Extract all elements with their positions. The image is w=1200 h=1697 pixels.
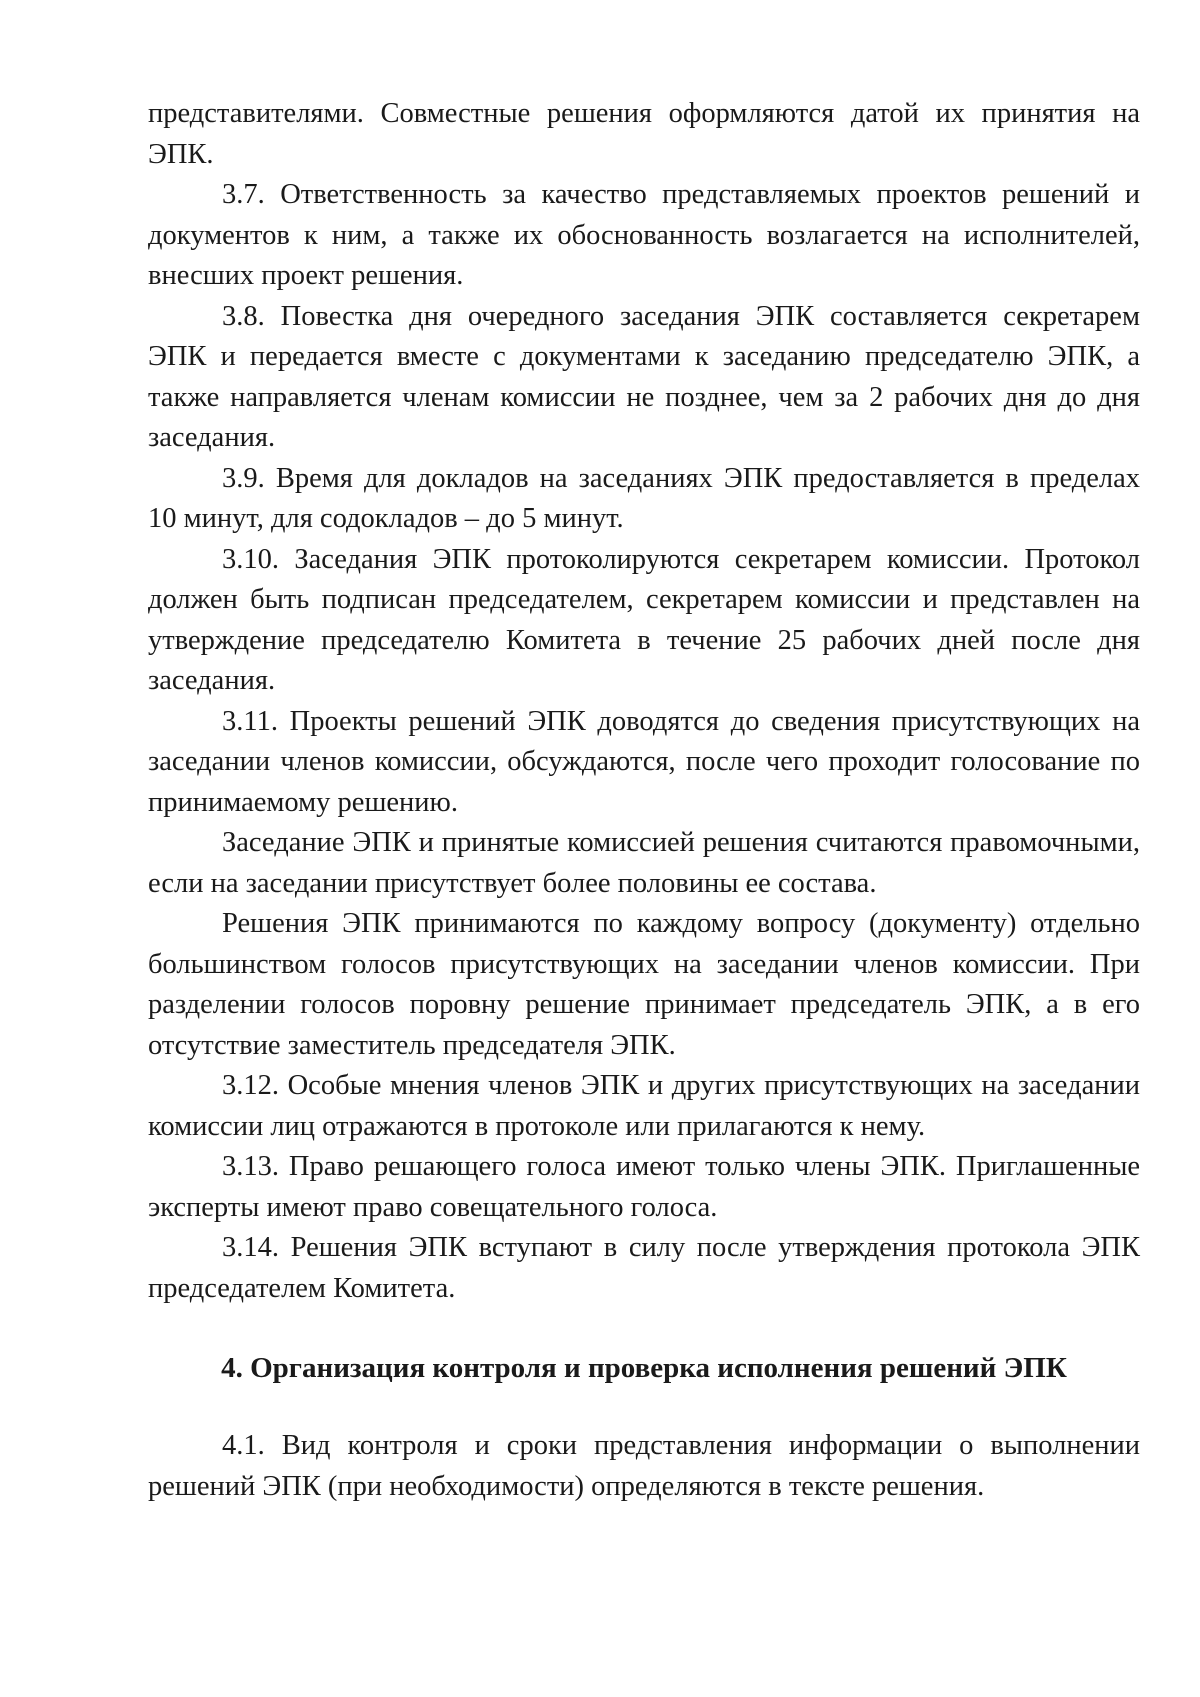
paragraph-4-1: 4.1. Вид контроля и сроки представления информации о выполнении решений ЭПК (при необходимости) определяются в тексте решения. [148, 1430, 1140, 1502]
paragraph-3-11-voting: Решения ЭПК принимаются по каждому вопросу (документу) отдельно большинством голосов присутствующих на заседании членов комиссии. При разделении голосов поровну решение принимает председатель ЭПК, а в его отсутствие заместитель председателя ЭПК. [148, 908, 1140, 1061]
paragraph-3-13: 3.13. Право решающего голоса имеют только члены ЭПК. Приглашенные эксперты имеют право совещательного голоса. [148, 1151, 1140, 1223]
section-4-heading: 4. Организация контроля и проверка исполнения решений ЭПК [221, 1352, 1067, 1384]
paragraph-continuation: представителями. Совместные решения оформляются датой их принятия на ЭПК. [148, 98, 1140, 170]
paragraph-3-10: 3.10. Заседания ЭПК протоколируются секретарем комиссии. Протокол должен быть подписан председателем, секретарем комиссии и представлен на утверждение председателю Комитета в течение 25 рабочих дней после дня заседания. [148, 543, 1140, 696]
paragraph-3-8: 3.8. Повестка дня очередного заседания ЭПК составляется секретарем ЭПК и передается вместе с документами к заседанию председателю ЭПК, а также направляется членам комиссии не позднее, чем за 2 рабочих дня до дня заседания. [148, 300, 1140, 453]
paragraph-3-12: 3.12. Особые мнения членов ЭПК и других присутствующих на заседании комиссии лиц отражаются в протоколе или прилагаются к нему. [148, 1070, 1140, 1142]
paragraph-3-14: 3.14. Решения ЭПК вступают в силу после утверждения протокола ЭПК председателем Комитета. [148, 1232, 1140, 1304]
section-3-body [148, 94, 1140, 1309]
paragraph-3-9: 3.9. Время для докладов на заседаниях ЭПК предоставляется в пределах 10 минут, для содокладов – до 5 минут. [148, 462, 1140, 534]
document-page [148, 94, 1140, 1507]
paragraph-3-11: 3.11. Проекты решений ЭПК доводятся до сведения присутствующих на заседании членов комиссии, обсуждаются, после чего проходит голосование по принимаемому решению. [148, 705, 1140, 818]
section-4-body [148, 1426, 1140, 1507]
paragraph-3-11-quorum: Заседание ЭПК и принятые комиссией решения считаются правомочными, если на заседании присутствует более половины ее состава. [148, 827, 1140, 899]
paragraph-3-7: 3.7. Ответственность за качество представляемых проектов решений и документов к ним, а также их обоснованность возлагается на исполнителей, внесших проект решения. [148, 179, 1140, 291]
